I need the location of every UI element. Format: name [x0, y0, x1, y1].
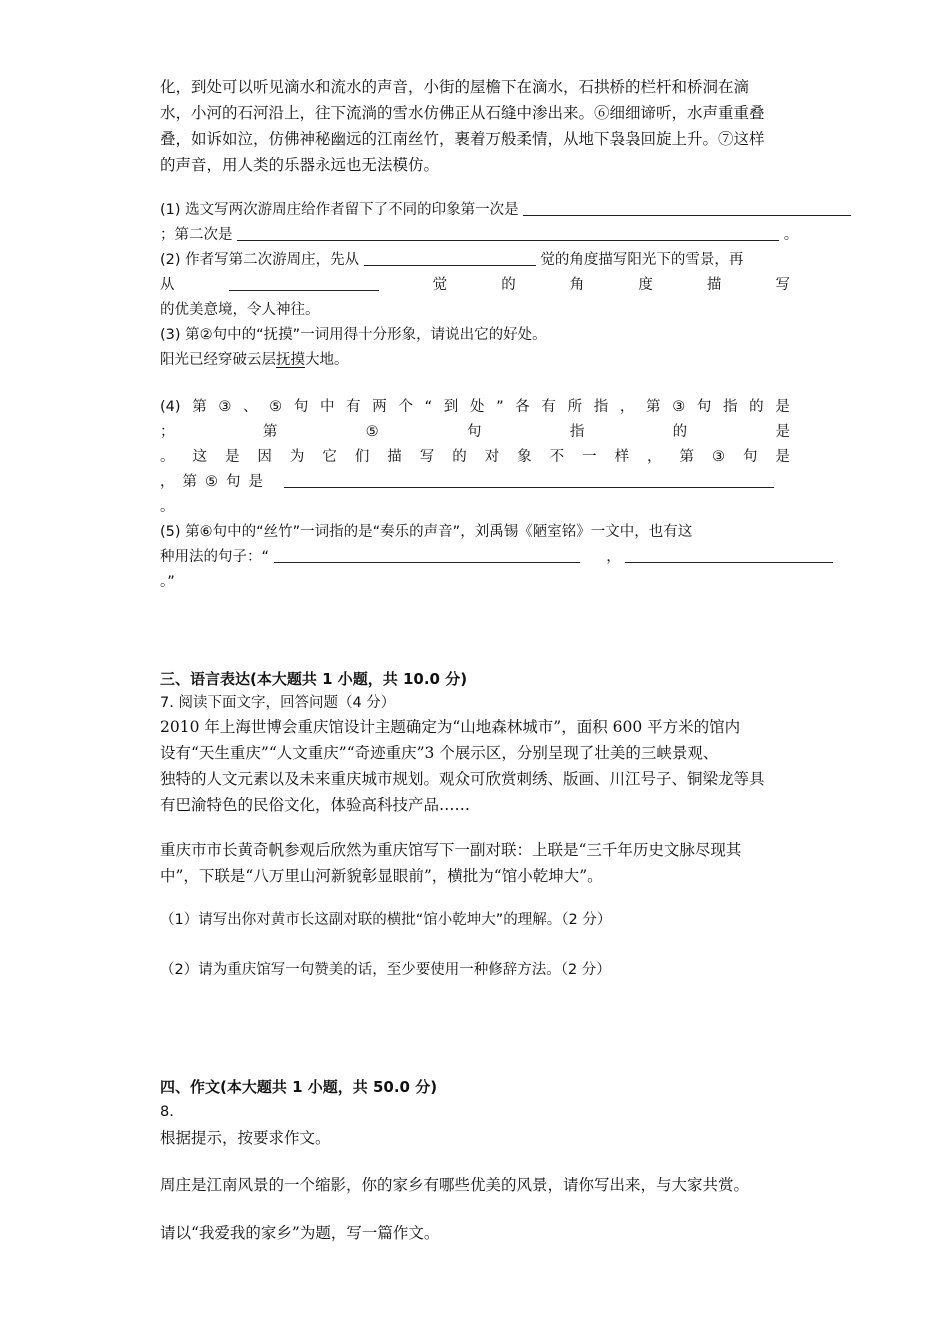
q4-glyph: 句 — [293, 399, 309, 415]
q4-glyph: ⑤ — [269, 399, 283, 415]
q4-glyph: 各 — [515, 399, 530, 415]
essay-instruction: 根据提示，按要求作文。 — [160, 1129, 331, 1147]
q4-glyph: 对 — [484, 449, 500, 465]
q2-word: 的 — [501, 277, 516, 293]
q4-glyph: 它 — [322, 449, 337, 465]
q2-word: 觉 — [432, 277, 448, 293]
q4-glyph: 指 — [593, 399, 609, 415]
q4-glyph: 、 — [243, 399, 258, 415]
q4-glyph: 句 — [696, 399, 712, 415]
answer-blank-1b[interactable] — [237, 222, 779, 241]
q2-word: 度 — [638, 277, 653, 293]
q2-word: 描 — [706, 277, 722, 293]
question-2-line-2 — [160, 272, 790, 298]
q4-glyph: 有 — [346, 399, 361, 415]
section-3-para-1-line-4: 有巴渝特色的民俗文化，体验高科技产品…… — [160, 796, 471, 814]
q4-glyph: 第 — [262, 424, 278, 440]
question-4-line-2 — [160, 419, 790, 445]
q4-glyph: ， — [619, 399, 635, 415]
q4-glyph: 为 — [289, 449, 305, 465]
q4-glyph: 这 — [192, 449, 207, 465]
question-3-prompt: (3) 第②句中的“抚摸”一词用得十分形象，请说出它的好处。 — [160, 327, 547, 343]
q4-glyph: ③ — [711, 449, 725, 465]
question-7-sub-2: （2）请为重庆馆写一句赞美的话，至少要使用一种修辞方法。（2 分） — [160, 962, 611, 978]
question-2-line-3: 的优美意境，令人神往。 — [160, 302, 320, 318]
q4-glyph: ， — [647, 449, 662, 465]
essay-prompt: 周庄是江南风景的一个缩影，你的家乡有哪些优美的风景，请你写出来，与大家共赏。 — [160, 1176, 750, 1194]
q4-glyph: 因 — [257, 449, 272, 465]
answer-blank-5b[interactable] — [625, 544, 833, 563]
q4-glyph: 第 — [679, 449, 694, 465]
q4-glyph: 一 — [582, 449, 597, 465]
section-3-para-2-line-1: 重庆市市长黄奇帆参观后欣然为重庆馆写下一副对联：上联是“三千年历史文脉尽现其 — [160, 841, 742, 859]
q4-glyph: 的 — [452, 449, 467, 465]
q4-glyph: 不 — [549, 449, 565, 465]
essay-title-requirement: 请以“我爱我的家乡”为题，写一篇作文。 — [160, 1224, 440, 1242]
q4-glyph: 第 — [646, 399, 661, 415]
question-8-number: 8. — [160, 1104, 174, 1120]
section-3-para-2-line-2: 中”，下联是“八万里山河新貌彰显眼前”，横批为“馆小乾坤大”。 — [160, 867, 603, 885]
q4-glyph: 处 — [469, 399, 485, 415]
q4-glyph: 句 — [466, 424, 482, 440]
question-5-comma: ， — [606, 549, 621, 565]
question-1-line-1 — [160, 197, 851, 223]
question-4-line-4 — [160, 469, 774, 495]
q4-glyph: 象 — [517, 449, 532, 465]
question-1-end: 。 — [783, 227, 799, 243]
passage-line-1: 化，到处可以听见滴水和流水的声音，小街的屋檐下在滴水，石拱桥的栏杆和桥洞在滴 — [160, 78, 750, 96]
q4-glyph: 中 — [319, 399, 335, 415]
answer-blank-2b[interactable] — [229, 272, 379, 291]
q4-glyph: 写 — [419, 449, 435, 465]
passage-line-3: 叠，如诉如泣，仿佛神秘幽远的江南丝竹，裹着万般柔情，从地下袅袅回旋上升。⑦这样 — [160, 130, 765, 148]
q4-glyph: “ — [424, 399, 433, 415]
question-1-prompt: (1) 选文写两次游周庄给作者留下了不同的印象第一次是 — [160, 202, 519, 218]
q4-glyph: 所 — [567, 399, 583, 415]
question-5-lead: 种用法的句子：“ — [160, 549, 270, 565]
q4-glyph: 的 — [749, 399, 764, 415]
question-5-line-2 — [160, 544, 833, 570]
passage-line-2: 水，小河的石河沿上，往下流淌的雪水仿佛正从石缝中渗出来。⑥细细谛听，水声重重叠 — [160, 104, 765, 122]
q4-glyph: 是 — [775, 399, 790, 415]
q4-glyph: 是 — [775, 424, 790, 440]
question-1-line-2 — [160, 222, 798, 248]
question-7-sub-1: （1）请写出你对黄市长这副对联的横批“馆小乾坤大”的理解。（2 分） — [160, 912, 612, 928]
question-4-line-5: 。 — [160, 499, 175, 515]
answer-blank-1a[interactable] — [523, 197, 851, 216]
q4-glyph: 有 — [541, 399, 556, 415]
section-3-heading: 三、语言表达(本大题共 1 小题，共 10.0 分) — [160, 670, 468, 688]
q4-glyph: (4) — [160, 399, 181, 415]
question-1-prompt-second: ；第二次是 — [160, 227, 233, 243]
quote-key-word: 抚摸 — [276, 352, 305, 368]
quote-pre: 阳光已经穿破云层 — [160, 352, 276, 368]
q2-word: 写 — [775, 277, 790, 293]
question-3-quote — [160, 347, 349, 373]
question-4-third-label: ，第⑤句是 — [160, 474, 271, 490]
q4-glyph: ； — [160, 424, 175, 440]
question-2-prompt-mid: 觉的角度描写阳光下的雪景，再 — [540, 252, 744, 268]
q4-glyph: 指 — [569, 424, 585, 440]
q4-glyph: ③ — [218, 399, 232, 415]
section-3-para-1-line-1: 2010 年上海世博会重庆馆设计主题确定为“山地森林城市”，面积 600 平方米的馆内 — [160, 718, 741, 736]
q4-glyph: ⑤ — [365, 424, 379, 440]
question-4-line-3 — [160, 444, 790, 470]
answer-blank-2a[interactable] — [364, 247, 536, 266]
q2-word: 从 — [160, 277, 175, 293]
question-2-line-1 — [160, 247, 743, 273]
q4-glyph: 。 — [160, 449, 175, 465]
section-4-heading: 四、作文(本大题共 1 小题，共 50.0 分) — [160, 1078, 438, 1096]
q4-glyph: 个 — [398, 399, 413, 415]
q4-glyph: 到 — [443, 399, 459, 415]
question-2-prompt: (2) 作者写第二次游周庄，先从 — [160, 252, 360, 268]
answer-blank-4[interactable] — [284, 469, 774, 488]
question-7-title: 7. 阅读下面文字，回答问题（4 分） — [160, 695, 396, 711]
passage-line-4: 的声音，用人类的乐器永远也无法模仿。 — [160, 156, 440, 174]
question-5-end: 。” — [160, 574, 175, 590]
q4-glyph: 描 — [387, 449, 402, 465]
q4-glyph: ” — [496, 399, 504, 415]
q4-glyph: 样 — [614, 449, 630, 465]
section-3-para-1-line-2: 设有“天生重庆”“人文重庆”“奇迹重庆”3 个展示区，分别呈现了壮美的三峡景观、 — [160, 744, 719, 762]
q2-word: 角 — [569, 277, 585, 293]
q4-glyph: 的 — [672, 424, 688, 440]
section-3-para-1-line-3: 独特的人文元素以及未来重庆城市规划。观众可欣赏刺绣、版画、川江号子、铜梁龙等具 — [160, 770, 765, 788]
q4-glyph: 指 — [723, 399, 738, 415]
q4-glyph: 是 — [775, 449, 790, 465]
q4-glyph: 两 — [372, 399, 387, 415]
question-5-prompt: (5) 第⑥句中的“丝竹”一词指的是“奏乐的声音”，刘禹锡《陋室铭》一文中，也有这 — [160, 524, 693, 540]
quote-post: 大地。 — [305, 352, 349, 368]
q4-glyph: 们 — [354, 449, 370, 465]
answer-blank-5a[interactable] — [274, 544, 580, 563]
q4-glyph: 第 — [192, 399, 207, 415]
q4-glyph: ③ — [672, 399, 686, 415]
question-4-line-1 — [160, 394, 790, 420]
q4-glyph: 是 — [224, 449, 240, 465]
q4-glyph: 句 — [742, 449, 758, 465]
